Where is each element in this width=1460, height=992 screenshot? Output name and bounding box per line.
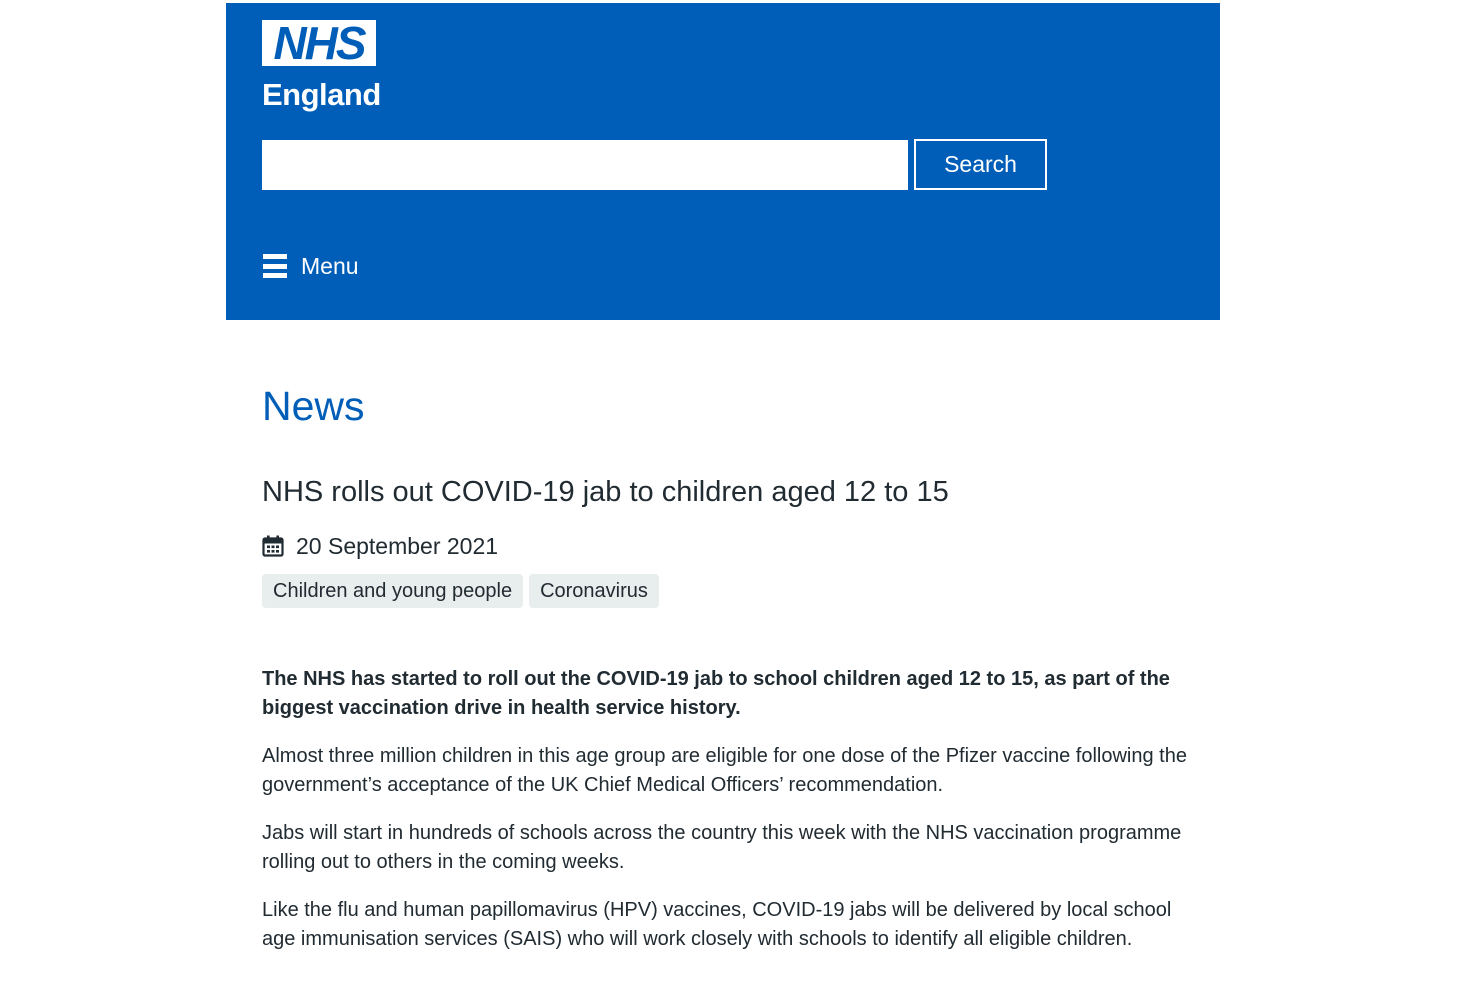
- search-button[interactable]: Search: [914, 139, 1047, 190]
- nhs-logo: [262, 20, 376, 66]
- hamburger-icon: [263, 254, 287, 278]
- menu-label: Menu: [301, 252, 359, 279]
- nhs-logo-text: NHS: [273, 20, 365, 66]
- tag-coronavirus[interactable]: Coronavirus: [529, 574, 659, 608]
- calendar-icon: [262, 535, 284, 557]
- main-content: [262, 380, 1192, 954]
- logo-subtitle: England: [262, 77, 381, 112]
- article-title: NHS rolls out COVID-19 jab to children aged 12 to 15: [262, 476, 949, 508]
- page-title: News: [262, 383, 365, 429]
- search-input[interactable]: [262, 140, 908, 190]
- article-date: [262, 531, 1192, 561]
- site-header: [226, 3, 1220, 320]
- article-paragraph: Like the flu and human papillomavirus (HPV) vaccines, COVID-19 jabs will be delivered by local school age immunisation services (SAIS) who will work closely with schools to identify all eligible children.: [262, 899, 1172, 950]
- article-paragraph: Jabs will start in hundreds of schools across the country this week with the NHS vaccination programme rolling out to others in the coming weeks.: [262, 822, 1182, 873]
- nhs-england-logo-link[interactable]: [262, 20, 381, 112]
- date-text: 20 September 2021: [296, 532, 499, 559]
- menu-button[interactable]: [263, 251, 359, 281]
- tag-children-and-young-people[interactable]: Children and young people: [262, 574, 523, 608]
- article-lead: The NHS has started to roll out the COVID-19 jab to school children aged 12 to 15, as part of the biggest vaccination drive in health service history.: [262, 668, 1170, 719]
- article-paragraph: Almost three million children in this age group are eligible for one dose of the Pfizer vaccine following the government’s acceptance of the UK Chief Medical Officers’ recommendation.: [262, 745, 1187, 796]
- tag-list: [262, 574, 1192, 608]
